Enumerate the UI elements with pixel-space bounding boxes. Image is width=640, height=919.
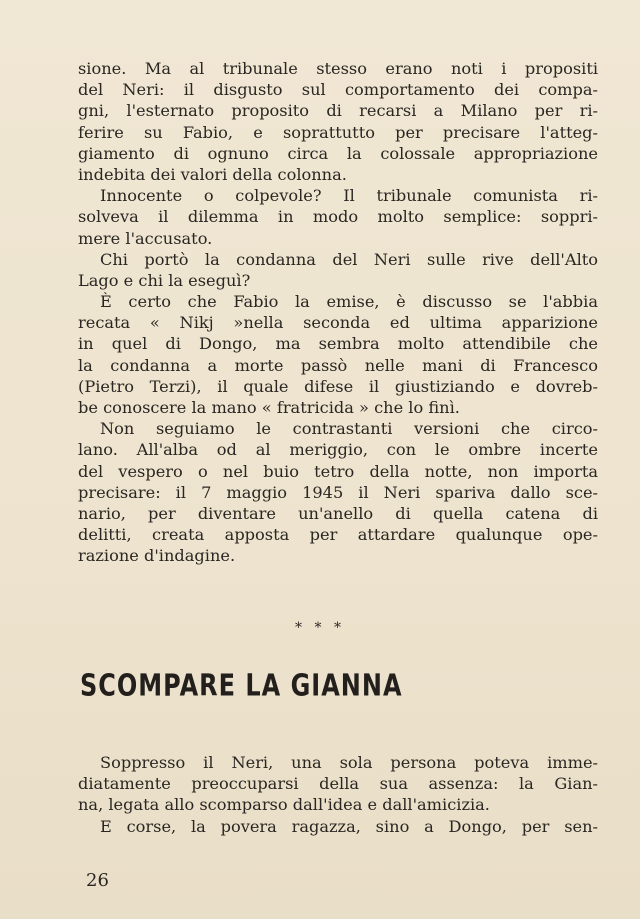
- text-line: solveva il dilemma in modo molto semplice: soppri-: [78, 207, 598, 227]
- section-heading: SCOMPARE LA GIANNA: [80, 668, 403, 703]
- page-number: 26: [86, 870, 109, 891]
- text-line: indebita dei valori della colonna.: [78, 164, 347, 184]
- text-line: gni, l'esternato proposito di recarsi a Milano per ri-: [78, 101, 598, 121]
- text-line: (Pietro Terzi), il quale difese il giustiziando e dovreb-: [78, 376, 598, 396]
- text-line: delitti, creata apposta per attardare qualunque ope-: [78, 525, 598, 545]
- text-line: Innocente o colpevole? Il tribunale comunista ri-: [100, 186, 598, 206]
- text-line: razione d'indagine.: [78, 546, 236, 566]
- text-line: È certo che Fabio la emise, è discusso se l'abbia: [100, 292, 598, 312]
- text-line: Non seguiamo le contrastanti versioni che circo-: [100, 419, 598, 439]
- text-line: del Neri: il disgusto sul comportamento dei compa-: [78, 80, 598, 100]
- text-line: la condanna a morte passò nelle mani di Francesco: [78, 355, 598, 375]
- text-line: mere l'accusato.: [78, 228, 213, 248]
- text-line: E corse, la povera ragazza, sino a Dongo, per sen-: [100, 816, 598, 836]
- text-line: Lago e chi la eseguì?: [78, 270, 251, 290]
- text-line: Chi portò la condanna del Neri sulle rive dell'Alto: [100, 249, 598, 269]
- text-line: be conoscere la mano « fratricida » che lo finì.: [78, 398, 460, 417]
- section-body-text: [78, 752, 598, 837]
- text-line: lano. All'alba od al meriggio, con le ombre incerte: [78, 440, 598, 460]
- text-line: recata « Nikj »nella seconda ed ultima apparizione: [78, 313, 598, 333]
- text-line: ferire su Fabio, e soprattutto per precisare l'atteg-: [78, 122, 598, 142]
- text-line: diatamente preoccuparsi della sua assenza: la Gian-: [78, 774, 598, 794]
- text-line: giamento di ognuno circa la colossale appropriazione: [78, 143, 598, 163]
- text-line: sione. Ma al tribunale stesso erano noti i propositi: [78, 59, 598, 78]
- text-line: na, legata allo scomparso dall'idea e dall'amicizia.: [78, 795, 490, 815]
- text-line: nario, per diventare un'anello di quella catena di: [78, 503, 598, 523]
- text-line: del vespero o nel buio tetro della notte, non importa: [78, 461, 598, 481]
- text-line: in quel di Dongo, ma sembra molto attendibile che: [78, 334, 598, 354]
- section-separator: * * *: [295, 620, 345, 636]
- text-line: Soppresso il Neri, una sola persona poteva imme-: [100, 753, 598, 772]
- body-text: [78, 58, 598, 567]
- text-line: precisare: il 7 maggio 1945 il Neri spariva dallo sce-: [78, 482, 598, 502]
